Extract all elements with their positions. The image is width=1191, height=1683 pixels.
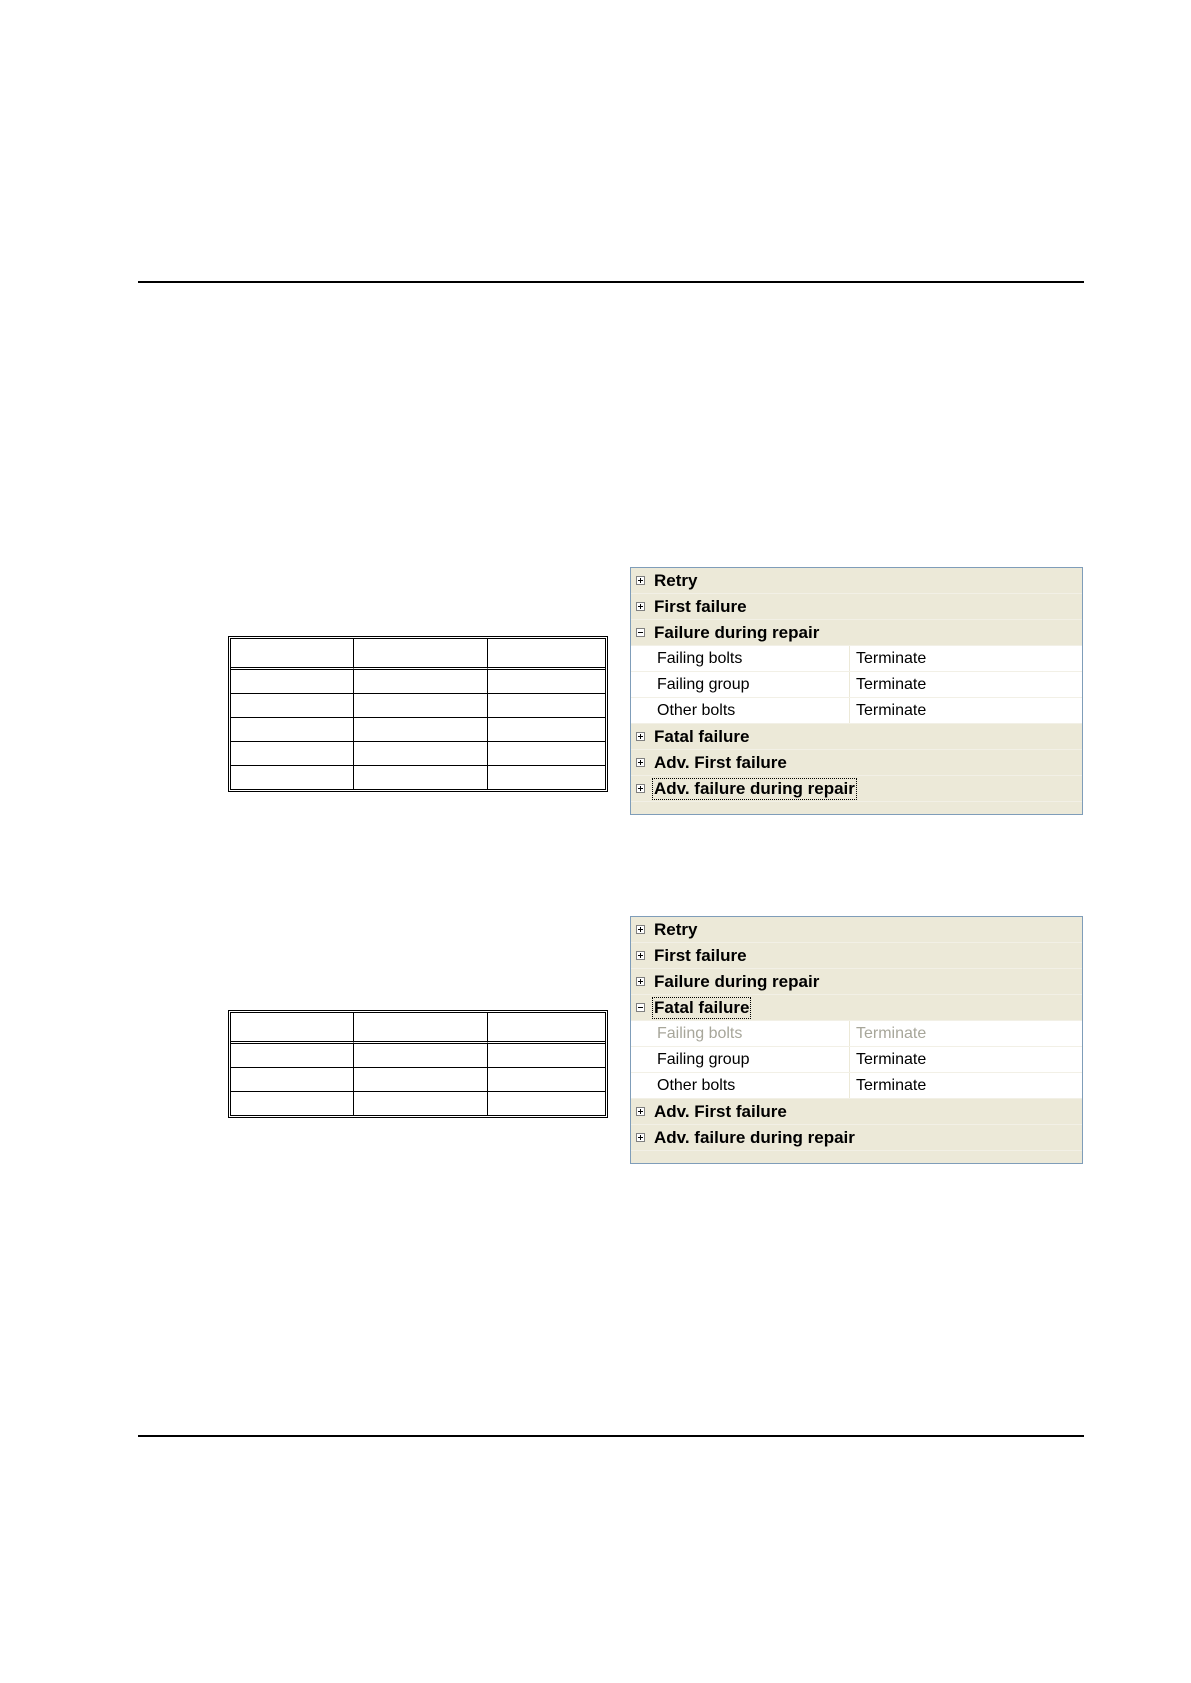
property-name: Other bolts xyxy=(653,1073,850,1098)
table-cell xyxy=(231,718,354,742)
grid-category[interactable] xyxy=(631,1125,1082,1151)
table-cell xyxy=(488,742,605,766)
table-header-row xyxy=(231,639,605,670)
grid-category[interactable] xyxy=(631,1099,1082,1125)
footer-rule xyxy=(138,1435,1084,1437)
table-cell xyxy=(354,670,488,694)
expand-icon[interactable] xyxy=(636,576,645,585)
table-cell xyxy=(488,766,605,789)
grid-category-label: Adv. failure during repair xyxy=(654,778,855,798)
grid-footer xyxy=(631,1151,1082,1163)
table-cell xyxy=(231,1092,354,1115)
grid-property-row[interactable] xyxy=(631,1073,1082,1099)
expand-icon[interactable] xyxy=(636,784,645,793)
table-row xyxy=(231,1068,605,1092)
table-cell xyxy=(488,694,605,718)
table-cell xyxy=(488,718,605,742)
property-name: Failing bolts xyxy=(653,646,850,671)
table-cell xyxy=(231,742,354,766)
grid-category-label: Adv. First failure xyxy=(654,1101,787,1121)
grid-property-row[interactable] xyxy=(631,1021,1082,1047)
table-cell xyxy=(231,1013,354,1044)
table-cell xyxy=(488,670,605,694)
grid-property-row[interactable] xyxy=(631,672,1082,698)
collapse-icon[interactable] xyxy=(636,1003,645,1012)
table-cell xyxy=(488,1044,605,1068)
table-cell xyxy=(488,1013,605,1044)
grid-category-label: Adv. First failure xyxy=(654,752,787,772)
grid-category[interactable] xyxy=(631,943,1082,969)
property-name: Failing group xyxy=(653,1047,850,1072)
table-cell xyxy=(354,1068,488,1092)
table-cell xyxy=(354,1044,488,1068)
table-header-row xyxy=(231,1013,605,1044)
property-value[interactable]: Terminate xyxy=(856,1077,927,1094)
grid-category-label: First failure xyxy=(654,596,747,616)
expand-icon[interactable] xyxy=(636,758,645,767)
table-cell xyxy=(354,718,488,742)
expand-icon[interactable] xyxy=(636,1133,645,1142)
table-cell xyxy=(354,694,488,718)
grid-footer xyxy=(631,802,1082,814)
grid-category-label: Fatal failure xyxy=(654,726,750,746)
collapse-icon[interactable] xyxy=(636,628,645,637)
table-row xyxy=(231,1044,605,1068)
grid-category[interactable] xyxy=(631,776,1082,802)
header-rule xyxy=(138,281,1084,283)
property-grid-1[interactable] xyxy=(630,567,1083,815)
grid-category[interactable] xyxy=(631,969,1082,995)
expand-icon[interactable] xyxy=(636,732,645,741)
property-name: Failing group xyxy=(653,672,850,697)
table-row xyxy=(231,694,605,718)
grid-category-label: Failure during repair xyxy=(654,971,820,991)
property-value[interactable]: Terminate xyxy=(856,650,927,667)
table-cell xyxy=(231,766,354,789)
grid-category[interactable] xyxy=(631,594,1082,620)
grid-category[interactable] xyxy=(631,995,1082,1021)
property-value[interactable]: Terminate xyxy=(856,676,927,693)
property-value[interactable]: Terminate xyxy=(856,1051,927,1068)
grid-category-label: Adv. failure during repair xyxy=(654,1127,855,1147)
table-row xyxy=(231,718,605,742)
empty-table-2 xyxy=(228,1010,608,1118)
grid-category-label: Retry xyxy=(654,570,698,590)
grid-category-label: Failure during repair xyxy=(654,622,820,642)
table-cell xyxy=(231,1044,354,1068)
table-row xyxy=(231,1092,605,1115)
property-value: Terminate xyxy=(856,1025,927,1042)
property-name: Other bolts xyxy=(653,698,850,723)
table-cell xyxy=(354,766,488,789)
grid-category[interactable] xyxy=(631,750,1082,776)
table-row xyxy=(231,670,605,694)
grid-category[interactable] xyxy=(631,724,1082,750)
property-grid-2[interactable] xyxy=(630,916,1083,1164)
grid-property-row[interactable] xyxy=(631,698,1082,724)
table-cell xyxy=(354,1092,488,1115)
table-cell xyxy=(354,742,488,766)
table-cell xyxy=(231,639,354,670)
table-cell xyxy=(488,1068,605,1092)
table-cell xyxy=(488,1092,605,1115)
property-name: Failing bolts xyxy=(653,1021,850,1046)
expand-icon[interactable] xyxy=(636,1107,645,1116)
table-row xyxy=(231,742,605,766)
table-cell xyxy=(231,694,354,718)
expand-icon[interactable] xyxy=(636,977,645,986)
table-cell xyxy=(354,1013,488,1044)
table-row xyxy=(231,766,605,789)
grid-property-row[interactable] xyxy=(631,646,1082,672)
expand-icon[interactable] xyxy=(636,602,645,611)
property-value[interactable]: Terminate xyxy=(856,702,927,719)
expand-icon[interactable] xyxy=(636,925,645,934)
grid-category-label: Retry xyxy=(654,919,698,939)
grid-category[interactable] xyxy=(631,917,1082,943)
grid-category[interactable] xyxy=(631,620,1082,646)
table-cell xyxy=(354,639,488,670)
grid-category-label: First failure xyxy=(654,945,747,965)
grid-category[interactable] xyxy=(631,568,1082,594)
empty-table-1 xyxy=(228,636,608,792)
table-cell xyxy=(231,670,354,694)
grid-property-row[interactable] xyxy=(631,1047,1082,1073)
table-cell xyxy=(231,1068,354,1092)
expand-icon[interactable] xyxy=(636,951,645,960)
table-cell xyxy=(488,639,605,670)
grid-category-label: Fatal failure xyxy=(654,997,750,1017)
